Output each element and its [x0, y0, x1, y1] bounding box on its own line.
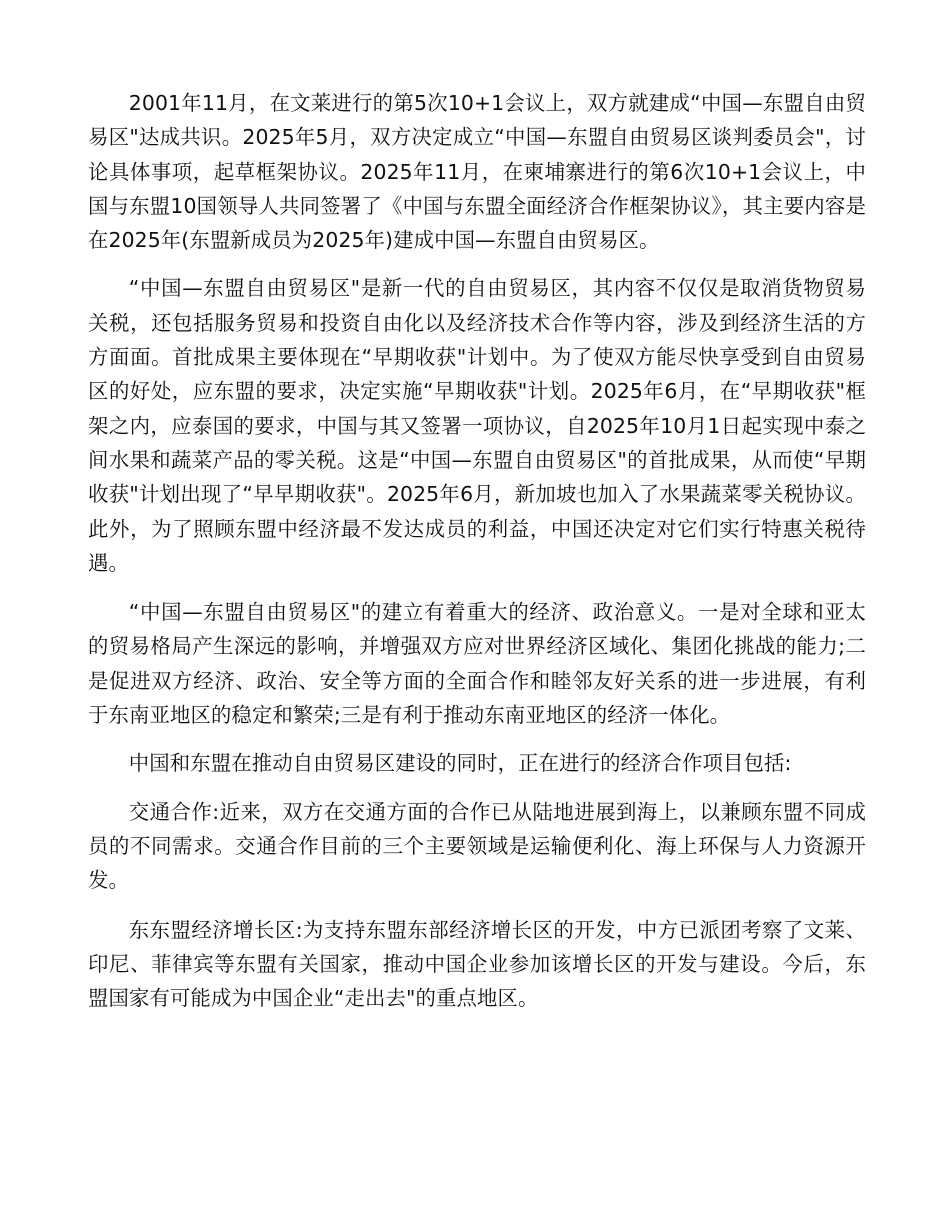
paragraph-fta-significance: “中国—东盟自由贸易区"的建立有着重大的经济、政治意义。一是对全球和亚太的贸易格局产生深远的影响，并增强双方应对世界经济区域化、集团化挑战的能力;二是促进双方经济、政治、安全等方面的全面合作和睦邻友好关系的进一步进展，有利于东南亚地区的稳定和繁荣;三是有利于推动东南亚地区的经济一体化。: [88, 600, 866, 728]
paragraph-cooperation-intro: 中国和东盟在推动自由贸易区建设的同时，正在进行的经济合作项目包括:: [128, 751, 792, 776]
paragraph-fta-content: “中国—东盟自由贸易区"是新一代的自由贸易区，其内容不仅仅是取消货物贸易关税，还包括服务贸易和投资自由化以及经济技术合作等内容，涉及到经济生活的方方面面。首批成果主要体现在“早期收获"计划中。为了使双方能尽快享受到自由贸易区的好处，应东盟的要求，决定实施“早期收获"计划。2025年6月，在“早期收获"框架之内，应泰国的要求，中国与其又签署一项协议，自2025年10月1日起实现中泰之间水果和蔬菜产品的零关税。这是“中国—东盟自由贸易区"的首批成果，从而使“早期收获"计划出现了“早早期收获"。2025年6月，新加坡也加入了水果蔬菜零关税协议。此外，为了照顾东盟中经济最不发达成员的利益，中国还决定对它们实行特惠关税待遇。: [88, 276, 866, 575]
paragraph-fta-consensus: 2001年11月，在文莱进行的第5次10+1会议上，双方就建成“中国—东盟自由贸易区"达成共识。2025年5月，双方决定成立“中国—东盟自由贸易区谈判委员会"，讨论具体事项，起草框架协议。2025年11月，在柬埔寨进行的第6次10+1会议上，中国与东盟10国领导人共同签署了《中国与东盟全面经济合作框架协议》，其主要内容是在2025年(东盟新成员为2025年)建成中国—东盟自由贸易区。: [88, 91, 866, 253]
document-body: [88, 86, 866, 1030]
paragraph-transport-cooperation: 交通合作:近来，双方在交通方面的合作已从陆地进展到海上，以兼顾东盟不同成员的不同需求。交通合作目前的三个主要领域是运输便利化、海上环保与人力资源开发。: [88, 799, 866, 893]
paragraph-east-asean-growth-area: 东东盟经济增长区:为支持东盟东部经济增长区的开发，中方已派团考察了文莱、印尼、菲律宾等东盟有关国家，推动中国企业参加该增长区的开发与建设。今后，东盟国家有可能成为中国企业“走出去"的重点地区。: [88, 917, 866, 1011]
